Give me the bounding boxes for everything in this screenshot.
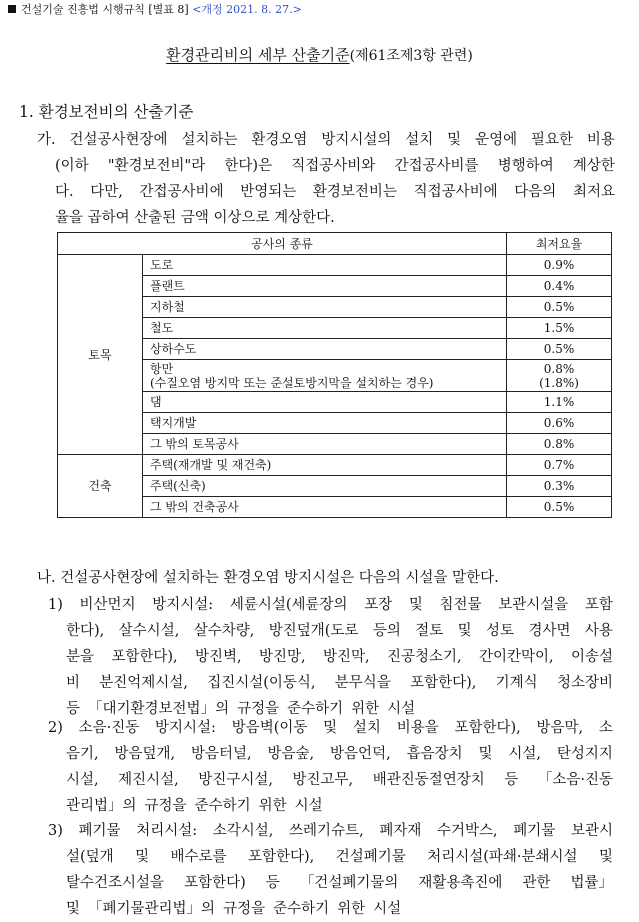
word: 사용 [584,623,613,639]
word: 위한 [351,701,380,717]
word: 방진구시설, [198,772,273,788]
word: 건설공사현장에 [69,132,168,148]
work-type-name: 플랜트 [150,279,185,293]
item-line [48,644,613,670]
work-type-cell [143,339,507,360]
item-line [48,715,613,741]
paragraph-ga [37,127,615,231]
header-type-cell: 공사의 종류 [58,233,507,255]
word: 방음벽(이동 [231,720,308,736]
word: 관리법」의 [66,798,137,814]
word: 분무식을 [334,675,391,691]
word: 보관시 [570,823,613,839]
word: 「소음·진동 [537,772,613,788]
word: 규정을 [237,701,280,717]
word: 방진덮개(도로 [268,623,359,639]
facility-item-2 [48,715,613,819]
minimum-rate-table [57,232,612,518]
word: 흡음장치 [406,746,463,762]
word: 법률」 [570,875,613,891]
word: 경사면 [528,623,571,639]
word: 설치 [352,720,381,736]
title-main: 환경관리비의 세부 산출기준 [166,46,350,64]
paragraph-line [37,179,615,205]
square-bullet-icon [8,5,16,13]
word: 「대기환경보전법」의 [88,701,230,717]
work-type-cell [143,392,507,413]
word: 방지시설의 [321,132,392,148]
word: 설치 [405,132,434,148]
word: 폐자재 [379,823,422,839]
word: "환경보전비"라 [107,158,206,174]
word: 포함 [584,597,613,613]
word: 방음막, [536,720,584,736]
word: 포장 [364,597,393,613]
word: 분을 [66,649,95,665]
word: 포함한다) [184,875,246,891]
word: 소음·진동 [78,720,140,736]
item-line [48,844,613,870]
word: 방진망, [258,649,306,665]
word: 살수차량, [193,623,255,639]
word: 설(덮개 [66,849,114,865]
item-line [48,896,613,922]
word: 설치하는 [181,132,238,148]
word: 폐기물 [513,823,556,839]
item-line [48,741,613,767]
word: 시설, [508,746,541,762]
word: 및 [323,720,338,736]
page-title [0,44,639,65]
word: 방진벽, [195,649,242,665]
rate-cell [507,497,612,518]
work-type-name: 주택(신축) [150,479,206,493]
work-type-note: (수질오염 방지막 또는 준설토방지막을 설치하는 경우) [150,375,434,390]
word: 침전물 [439,597,482,613]
work-type-cell [143,297,507,318]
header-rate-cell: 최저요율 [507,233,612,255]
work-type-name: 그 밖의 토목공사 [150,437,239,451]
word: 반영되는 [240,184,297,200]
work-type-cell [143,455,507,476]
word: 한다)은 [224,158,273,174]
word: 비용 [586,132,615,148]
word: 집진시설(이동식, [207,675,316,691]
word: 방지시설: [155,720,216,736]
rate-value: 0.9% [543,258,575,272]
word: 세륜시설(세륜장의 [229,597,348,613]
word: 비 [66,675,81,691]
item-line [48,670,613,696]
word: 처리시설(파쇄·분쇄시설 [427,849,578,865]
word: 등 [504,772,519,788]
word: 다만, [90,184,123,200]
rate-cell [507,413,612,434]
word: 탈수건조시설을 [66,875,165,891]
rate-value: 0.6% [543,416,575,430]
rate-value: 0.5% [543,500,575,514]
rate-cell [507,434,612,455]
rate-value: 0.3% [543,479,575,493]
word: 기계식 [495,675,538,691]
rate-cell [507,318,612,339]
word: 보관시설을 [498,597,569,613]
item-line [48,592,613,618]
word: 쓰레기슈트, [289,823,364,839]
table-row [58,255,612,276]
word: 3) [48,823,63,839]
work-type-cell [143,318,507,339]
word: 2) [48,720,63,736]
word: 진공청소기, [386,649,462,665]
rate-cell [507,360,612,392]
title-reference: (제61조제3항 관련) [349,48,473,64]
word: 시설 [294,798,323,814]
item-line [48,818,613,844]
rate-value: 0.5% [543,300,575,314]
word: 재활용촉진에 [418,875,503,891]
word: 방음숲, [267,746,315,762]
category-cell: 건축 [58,455,143,518]
work-type-name: 택지개발 [150,416,197,430]
word: 음기, [66,746,99,762]
work-type-cell [143,413,507,434]
work-type-name: 상하수도 [150,342,197,356]
word: 시설, [66,772,99,788]
word: 가. [37,132,56,148]
word: 포함한다), [111,649,178,665]
work-type-cell [143,276,507,297]
rate-cell [507,392,612,413]
word: 다. [55,184,74,200]
rate-cell [507,339,612,360]
paragraph-line: 율을 곱하여 산출된 금액 이상으로 계상한다. [55,210,335,226]
word: 및 [478,746,493,762]
table-header-row [58,233,612,255]
rate-value: 0.4% [543,279,575,293]
word: (이하 [55,158,89,174]
work-type-name: 지하철 [150,300,185,314]
paragraph-line [37,153,615,179]
facility-item-1 [48,592,613,722]
word: 환경오염 [251,132,308,148]
word: 포함한다), [410,675,477,691]
word: 관한 [522,875,551,891]
word: 시설 [373,901,402,917]
word: 청소장비 [556,675,613,691]
word: 1) [48,597,63,613]
word: 및 [135,849,150,865]
word: 건설폐기물 [335,849,406,865]
word: 한다), [66,623,105,639]
word: 성토 [486,623,515,639]
word: 운영에 [475,132,518,148]
section-1-heading: 1. 환경보전비의 산출기준 [19,103,194,121]
word: 폐기물 [78,823,121,839]
rate-cell [507,297,612,318]
rate-value: 0.7% [543,458,575,472]
word: 환경보전비는 [312,184,397,200]
word: 등의 [372,623,401,639]
work-type-name: 그 밖의 건축공사 [150,500,239,514]
word: 방진고무, [292,772,354,788]
category-cell: 토목 [58,255,143,455]
work-type-cell [143,497,507,518]
word: 직접공사비에 [413,184,498,200]
word: 준수하기 [287,701,344,717]
work-type-name: 주택(재개발 및 재건축) [150,458,272,472]
word: 시설 [387,701,416,717]
work-type-name: 도로 [150,258,174,272]
word: 직접공사비와 [291,158,376,174]
word: 다음의 [514,184,557,200]
word: 절토 [415,623,444,639]
work-type-name: 항만 [150,361,174,376]
word: 방지시설: [152,597,214,613]
word: 비산먼지 [79,597,136,613]
rate-cell [507,276,612,297]
facility-item-3 [48,818,613,922]
rate-value-alt: (1.8%) [539,375,579,390]
rate-cell [507,255,612,276]
word: 간접공사비를 [394,158,479,174]
item-line [48,870,613,896]
work-type-name: 철도 [150,321,174,335]
item-line [48,618,613,644]
work-type-name: 댐 [150,395,162,409]
word: 탄성지지 [556,746,613,762]
word: 및 [447,132,462,148]
table-row [58,455,612,476]
word: 「건설폐기물의 [299,875,399,891]
work-type-cell [143,360,507,392]
word: 병행하여 [497,158,554,174]
rate-cell [507,455,612,476]
word: 및 [408,597,423,613]
word: 방음터널, [191,746,252,762]
word: 필요한 [530,132,574,148]
work-type-cell [143,434,507,455]
word: 및 [457,623,472,639]
word: 및 [66,901,81,917]
word: 포함한다), [454,720,521,736]
revision-note: <개정 2021. 8. 27.> [192,3,302,16]
word: 「폐기물관리법」의 [88,901,216,917]
word: 준수하기 [194,798,251,814]
rate-cell [507,476,612,497]
item-line [48,793,613,819]
word: 이송설 [570,649,613,665]
word: 소각시설, [212,823,274,839]
word: 등 [66,701,81,717]
word: 준수하기 [273,901,330,917]
rate-value: 0.8% [543,437,575,451]
word: 제진시설, [118,772,179,788]
word: 및 [598,849,613,865]
header-text: 건설기술 진흥법 시행규칙 [별표 8] [21,3,189,16]
rate-value: 1.5% [543,321,575,335]
word: 방음언덕, [330,746,391,762]
word: 방음덮개, [114,746,176,762]
word: 간접공사비에 [139,184,224,200]
word: 위한 [337,901,366,917]
word: 배관진동절연장치 [372,772,485,788]
word: 최저요 [572,184,615,200]
word: 계상한 [572,158,615,174]
word: 살수시설, [118,623,180,639]
rate-value: 0.8% [543,361,575,376]
paragraph-line [37,127,615,153]
paragraph-na: 나. 건설공사현장에 설치하는 환경오염 방지시설은 다음의 시설을 말한다. [37,570,499,586]
word: 방진막, [322,649,370,665]
word: 비용을 [396,720,439,736]
work-type-cell [143,476,507,497]
word: 배수로를 [170,849,227,865]
word: 위한 [258,798,287,814]
word: 처리시설: [136,823,198,839]
word: 등 [265,875,280,891]
item-line [48,767,613,793]
word: 소 [598,720,613,736]
word: 수거박스, [437,823,498,839]
word: 간이칸막이, [478,649,554,665]
word: 규정을 [223,901,266,917]
word: 규정을 [144,798,187,814]
work-type-cell [143,255,507,276]
document-header [8,1,302,17]
rate-value: 0.5% [543,342,575,356]
word: 포함한다), [248,849,315,865]
word: 분진억제시설, [99,675,188,691]
rate-value: 1.1% [543,395,575,409]
